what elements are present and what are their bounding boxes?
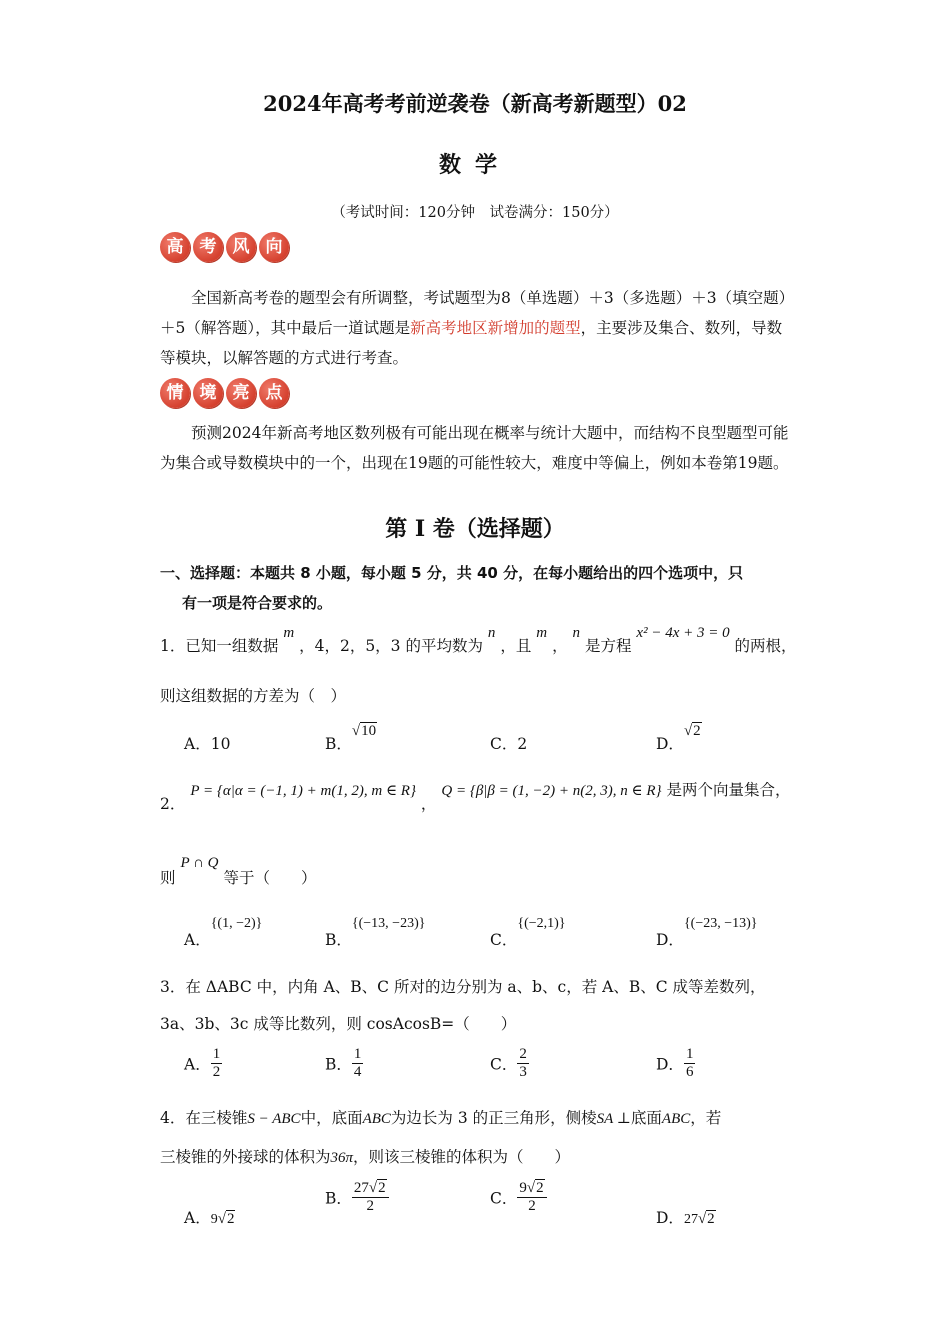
radicand: 2 xyxy=(226,1211,235,1227)
q1-option-c xyxy=(490,732,527,754)
coefficient: 9 xyxy=(210,1212,218,1227)
radicand: 2 xyxy=(378,1180,386,1196)
badge-qingjing-liangdian xyxy=(160,378,289,408)
q-text: 底面 xyxy=(630,1109,662,1127)
q1-option-a xyxy=(184,732,230,754)
math-m: m xyxy=(536,625,548,641)
coefficient: 27 xyxy=(353,1180,369,1196)
math-volume: 36π xyxy=(330,1150,354,1166)
q-text: ，若 xyxy=(690,1109,722,1127)
option-label: A． xyxy=(184,931,211,949)
exam-title: 2024年高考考前逆袭卷（新高考新题型）02 xyxy=(263,91,687,116)
q-text: ，且 xyxy=(500,637,532,655)
q-text: 为边长为 3 的正三角形，侧棱 xyxy=(390,1109,597,1127)
q2-option-c xyxy=(490,910,566,949)
denominator: 2 xyxy=(352,1197,389,1215)
option-value: {(−23, −13)} xyxy=(683,916,758,931)
q2-option-b xyxy=(325,910,426,949)
option-label: D． xyxy=(656,735,684,753)
option-label: B． xyxy=(325,1189,352,1208)
option-label: A． xyxy=(184,1055,211,1074)
question-4-line1 xyxy=(160,1106,721,1128)
option-value: {(−13, −23)} xyxy=(351,916,426,931)
numerator: 1 xyxy=(685,1046,694,1062)
math-base: ABC xyxy=(362,1111,391,1127)
q4-option-c xyxy=(490,1180,547,1215)
option-label: C． xyxy=(490,1055,518,1074)
question-1-line2: 则这组数据的方差为（ ） xyxy=(160,687,347,705)
option-label: B． xyxy=(325,1055,352,1074)
option-label: B． xyxy=(325,735,352,753)
radicand: 2 xyxy=(707,1211,715,1227)
q-text: ， xyxy=(420,795,437,813)
numerator: 1 xyxy=(353,1046,362,1062)
intro-text: ，主要涉及集合、数列，导数等模块，以解答题的方式进行考查。 xyxy=(160,319,783,367)
q4-option-a xyxy=(184,1206,235,1228)
badge-char: 境 xyxy=(193,378,223,408)
denominator: 2 xyxy=(212,1064,221,1080)
option-label: B． xyxy=(325,931,352,949)
q1-option-b xyxy=(325,718,377,753)
part-title: 第 I 卷（选择题） xyxy=(385,516,565,542)
q2-option-d xyxy=(656,910,758,949)
math-base: ABC xyxy=(661,1111,691,1127)
denominator: 3 xyxy=(519,1064,527,1080)
q3-option-c xyxy=(490,1046,529,1081)
q-text: 是两个向量集合， xyxy=(666,781,791,799)
sqrt: √2 xyxy=(368,1180,386,1196)
q3-option-a xyxy=(184,1046,222,1081)
sqrt: √2 xyxy=(697,1211,715,1227)
option-label: A． xyxy=(184,735,211,753)
math-n: n xyxy=(572,625,581,641)
sqrt: √2 xyxy=(217,1211,235,1227)
q-text: 1．已知一组数据 xyxy=(160,637,279,655)
badge-char: 点 xyxy=(259,378,289,408)
option-value: 10 xyxy=(210,735,231,753)
option-value: {(−2,1)} xyxy=(517,916,566,931)
q1-option-d xyxy=(656,718,702,753)
q-text: ， xyxy=(552,637,568,655)
coefficient: 27 xyxy=(683,1212,698,1227)
badge-char: 考 xyxy=(193,232,223,262)
exam-info: （考试时间：120分钟 试卷满分：150分） xyxy=(331,205,619,221)
subject-title: 数学 xyxy=(438,152,511,178)
math-intersection: P ∩ Q xyxy=(180,855,219,871)
q-number: 2． xyxy=(160,795,186,813)
numerator: 2 xyxy=(519,1046,527,1062)
coefficient: 9 xyxy=(519,1180,527,1196)
q-text: 4．在三棱锥 xyxy=(160,1109,248,1127)
option-label: C． xyxy=(490,1189,518,1208)
math-n: n xyxy=(487,625,496,641)
q3-option-d xyxy=(656,1046,695,1081)
q-text: ，则该三棱锥的体积为（ ） xyxy=(353,1148,571,1166)
q-text: 则 xyxy=(160,869,176,887)
intro-highlight: 新高考地区新增加的题型 xyxy=(410,319,581,337)
badge-char: 向 xyxy=(259,232,289,262)
q-text: 三棱锥的外接球的体积为 xyxy=(160,1148,331,1166)
q2-option-a xyxy=(184,910,263,949)
option-label: C． xyxy=(490,735,518,753)
intro-text: 全国新高考卷的题型会有所调整，考试题型为8（单选题）＋3（多选题）＋3（填空题）＋5（解答题），其中最后一道试题是 xyxy=(160,289,795,337)
radicand: 2 xyxy=(536,1180,544,1196)
section-heading-line2: 有一项是符合要求的。 xyxy=(182,594,333,612)
sqrt: √2 xyxy=(526,1180,544,1196)
sqrt: √2 xyxy=(683,723,701,739)
q-text: 的两根， xyxy=(734,637,797,655)
question-3-line1: 3．在 ΔABC 中，内角 A、B、C 所对的边分别为 a、b、c，若 A、B、C 成等差数列， xyxy=(160,978,766,996)
math-set-q: Q = {β|β = (1, −2) + n(2, 3), n ∈ R} xyxy=(441,783,662,799)
math-set-p: P = {α|α = (−1, 1) + m(1, 2), m ∈ R} xyxy=(190,783,416,799)
option-label: D． xyxy=(656,1055,684,1074)
option-label: C． xyxy=(490,931,518,949)
question-3-line2: 3a、3b、3c 成等比数列，则 cosAcosB=（ ） xyxy=(160,1015,517,1033)
badge-char: 高 xyxy=(160,232,190,262)
numerator: 1 xyxy=(212,1046,221,1062)
option-value: {(1, −2)} xyxy=(210,916,263,931)
badge-char: 风 xyxy=(226,232,256,262)
intro-paragraph-1 xyxy=(160,283,796,373)
badge-gaokao-fengxiang xyxy=(160,232,289,262)
numerator xyxy=(517,1180,546,1197)
q3-option-b xyxy=(325,1046,363,1081)
fraction xyxy=(352,1046,364,1081)
q-text: ，4，2，5，3 的平均数为 xyxy=(299,637,483,655)
fraction xyxy=(684,1046,696,1081)
math-equation: x² − 4x + 3 = 0 xyxy=(636,625,730,641)
denominator: 4 xyxy=(353,1064,362,1080)
radicand: 10 xyxy=(361,723,377,739)
badge-char: 亮 xyxy=(226,378,256,408)
q4-option-b xyxy=(325,1180,389,1215)
denominator: 2 xyxy=(517,1197,546,1215)
question-2-line2 xyxy=(160,850,317,887)
math-edge: SA ⊥ xyxy=(596,1111,631,1127)
option-value: 2 xyxy=(517,735,528,753)
fraction xyxy=(211,1046,223,1081)
section-heading-line1: 一、选择题：本题共 8 小题，每小题 5 分，共 40 分，在每小题给出的四个选项中，只 xyxy=(160,564,744,582)
q4-option-d xyxy=(656,1206,716,1228)
option-label: A． xyxy=(184,1209,211,1227)
q-text: 等于（ ） xyxy=(223,869,317,887)
intro-paragraph-2: 预测2024年新高考地区数列极有可能出现在概率与统计大题中，而结构不良型题型可能为集合或导数模块中的一个，出现在19题的可能性较大，难度中等偏上，例如本卷第19题。 xyxy=(160,424,789,472)
fraction xyxy=(352,1180,389,1215)
sqrt: √10 xyxy=(351,723,377,739)
math-pyramid: S − ABC xyxy=(247,1111,301,1127)
radicand: 2 xyxy=(693,723,701,739)
question-2-stem xyxy=(160,778,791,813)
badge-char: 情 xyxy=(160,378,190,408)
numerator xyxy=(352,1180,389,1197)
question-4-line2 xyxy=(160,1145,570,1167)
q-text: 是方程 xyxy=(584,637,632,655)
denominator: 6 xyxy=(685,1064,694,1080)
question-1-stem xyxy=(160,625,797,656)
fraction xyxy=(517,1180,546,1215)
option-label: D． xyxy=(656,931,684,949)
fraction xyxy=(517,1046,529,1081)
math-m: m xyxy=(283,625,295,641)
q-text: 中，底面 xyxy=(300,1109,363,1127)
option-label: D． xyxy=(656,1209,684,1227)
